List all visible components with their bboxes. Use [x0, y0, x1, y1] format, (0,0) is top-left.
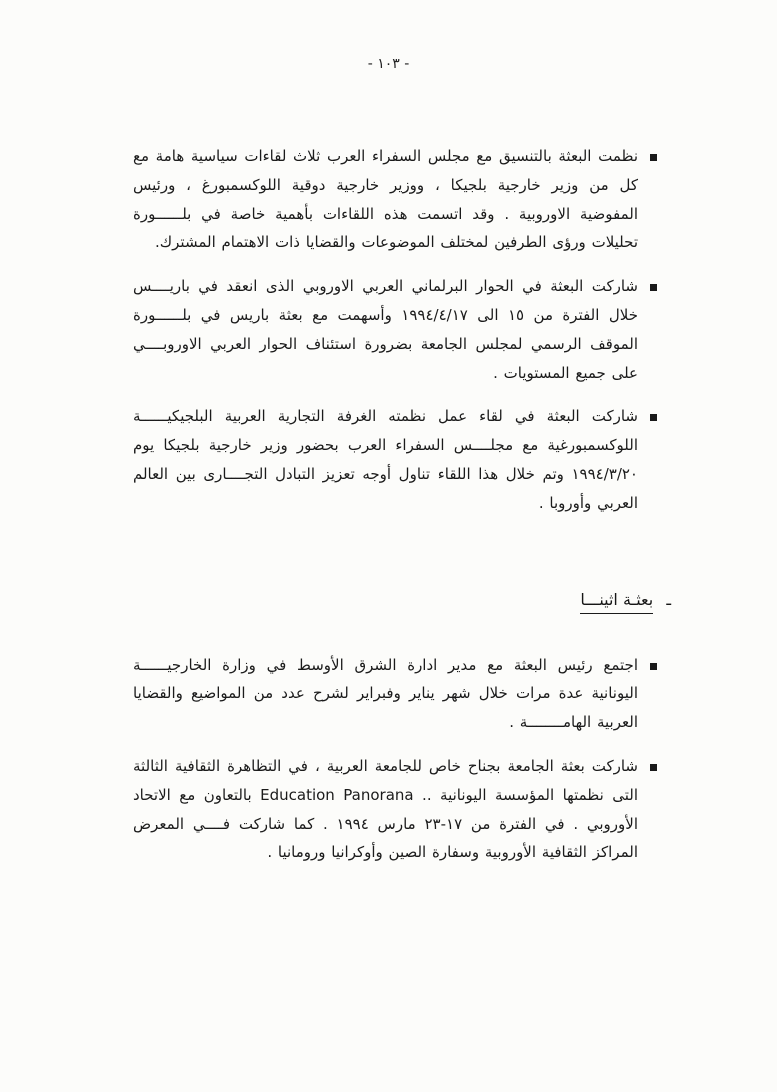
paragraph-text: شاركت البعثة في الحوار البرلماني العربي الاوروبي الذى انعقد في باريــــس خلال الفترة من ١٥ الى ١٩٩٤/٤/١٧ وأسهمت مع بعثة باريس في بلــــــورة الموقف الرسمي لمجلس الجامعة بضرورة استئناف الحوار العربي الاوروبــــي على جميع المستويات .	[133, 277, 638, 382]
paragraph-text: شاركت بعثة الجامعة بجناح خاص للجامعة العربية ، في التظاهرة الثقافية الثالثة التى نظمتها المؤسسة اليونانية .. Education Panorana بالتعاون مع الاتحاد الأوروبي . في الفترة من ١٧-٢٣ مارس ١٩٩٤ . كما شاركت فــــي المعرض المراكز الثقافية الأوروبية وسفارة الصين وأوكرانيا ورومانيا .	[133, 756, 638, 862]
square-bullet-icon	[650, 154, 657, 161]
heading-dash: ـ	[666, 589, 671, 609]
section-heading-athens	[141, 590, 671, 609]
square-bullet-icon	[650, 414, 657, 421]
document-body	[0, 142, 777, 867]
page-number: - ١٠٣ -	[367, 56, 410, 72]
section-athens-mission	[133, 651, 657, 868]
square-bullet-icon	[650, 663, 657, 670]
paragraph-text: اجتمع رئيس البعثة مع مدير ادارة الشرق الأوسط في وزارة الخارجيــــــة اليونانية عدة مرات خلال شهر يناير وفبراير لشرح عدد من المواضيع والقضايا العربية الهامــــــــة .	[133, 655, 638, 732]
bullet-item	[133, 651, 657, 737]
section-brussels-mission	[133, 142, 657, 518]
square-bullet-icon	[650, 284, 657, 291]
bullet-item	[133, 142, 657, 257]
square-bullet-icon	[650, 764, 657, 771]
heading-text: بعثـة اثينـــا	[580, 590, 653, 614]
bullet-item	[133, 272, 657, 387]
paragraph-text: نظمت البعثة بالتنسيق مع مجلس السفراء العرب ثلاث لقاءات سياسية هامة مع كل من وزير خارجية بلجيكا ، ووزير خارجية دوقية اللوكسمبورغ ، ورئيس المفوضية الاوروبية . وقد اتسمت هذه اللقاءات بأهمية خاصة في بلــــــورة تحليلات ورؤى الطرفين لمختلف الموضوعات والقضايا ذات الاهتمام المشترك.	[133, 147, 638, 252]
paragraph-text: شاركت البعثة في لقاء عمل نظمته الغرفة التجارية العربية البلجيكيــــــة اللوكسمبورغية مع مجلــــس السفراء العرب بحضور وزير خارجية بلجيكا يوم ١٩٩٤/٣/٢٠ وتم خلال هذا اللقاء تناول أوجه تعزيز التبادل التجــــارى بين العالم العربي وأوروبا .	[133, 407, 638, 512]
bullet-item	[133, 752, 657, 867]
bullet-item	[133, 402, 657, 517]
